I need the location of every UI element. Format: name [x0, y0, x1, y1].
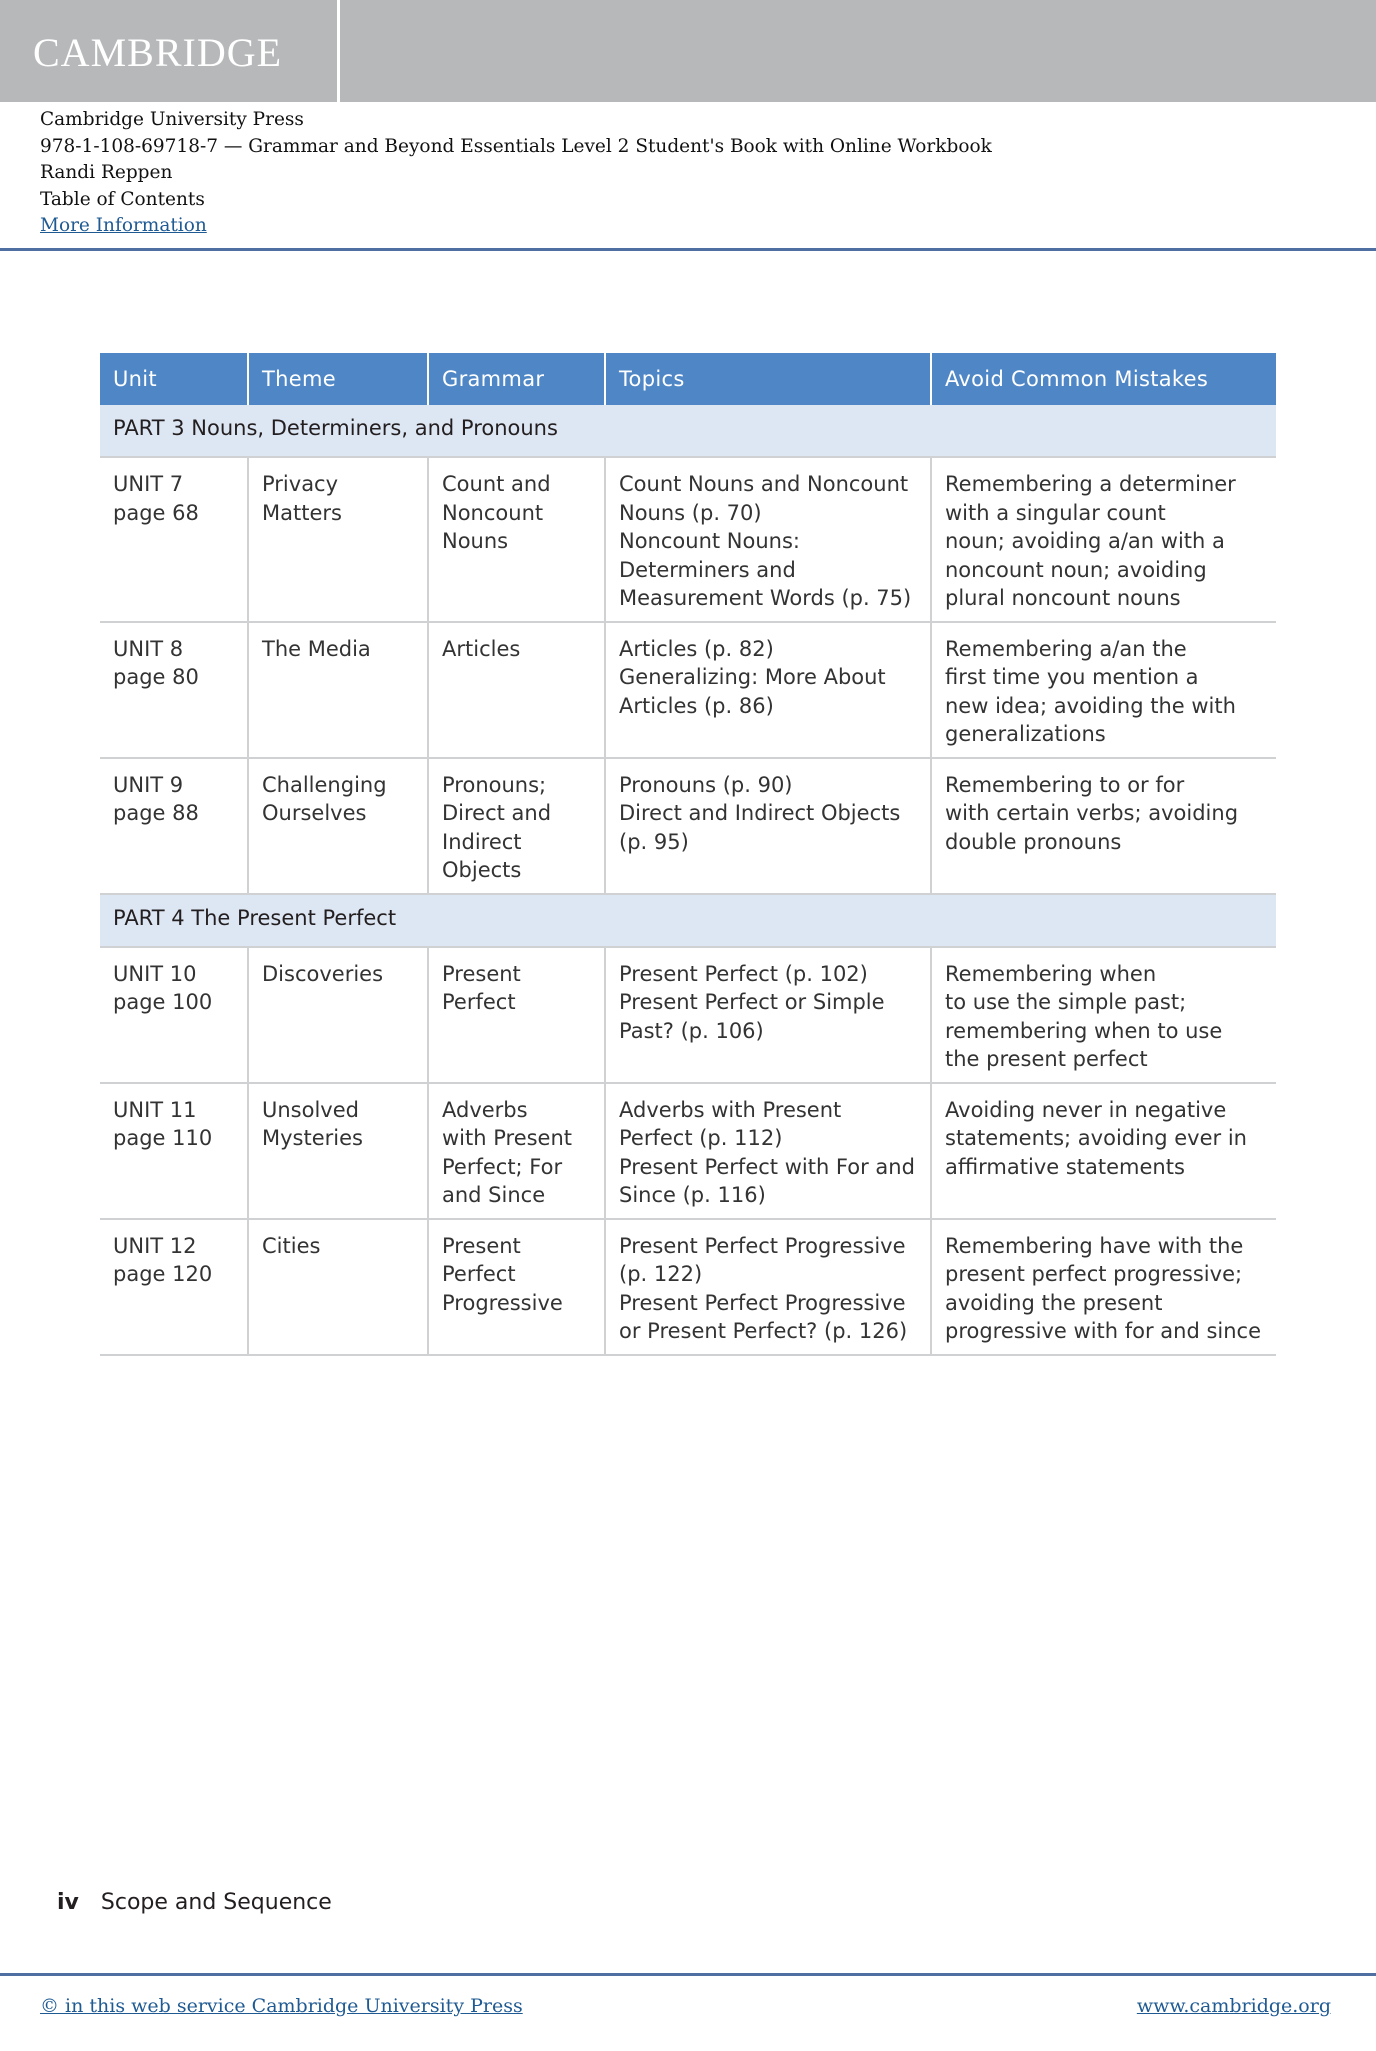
mistakes-line: Remembering a determiner: [945, 472, 1236, 496]
column-header-theme: Theme: [248, 353, 428, 405]
unit-line: UNIT 8: [113, 636, 184, 661]
mistakes-line: double pronouns: [945, 829, 1122, 854]
theme-line: Privacy: [262, 472, 339, 496]
table-row: [100, 947, 1276, 1083]
theme-cell: [248, 947, 428, 1083]
cambridge-logo[interactable]: [0, 0, 337, 102]
copyright-link[interactable]: © in this web service Cambridge University Press: [40, 1995, 523, 2017]
mistakes-line: Remembering have with the: [945, 1233, 1244, 1258]
section-name: Table of Contents: [40, 188, 205, 210]
mistakes-line: statements; avoiding ever in: [945, 1126, 1247, 1150]
grammar-line: Objects: [442, 858, 522, 882]
topics-line: Count Nouns and Noncount: [619, 472, 909, 496]
topics-line: Measurement Words (p. 75): [619, 586, 912, 610]
grammar-line: Indirect: [442, 829, 522, 854]
grammar-line: Nouns: [442, 529, 509, 553]
unit-line: UNIT 9: [113, 772, 184, 797]
topics-line: or Present Perfect? (p. 126): [619, 1319, 908, 1343]
grammar-cell: [428, 457, 605, 622]
page-number: iv: [57, 1890, 79, 1915]
grammar-line: Present: [442, 961, 521, 986]
mistakes-cell: [931, 947, 1276, 1083]
mistakes-cell: [931, 1219, 1276, 1355]
mistakes-line: with a singular count: [945, 500, 1166, 525]
theme-cell: [248, 758, 428, 894]
table-row: [100, 622, 1276, 758]
scope-sequence-table: [100, 353, 1276, 1356]
grammar-line: Articles: [442, 636, 521, 661]
table-row: [100, 457, 1276, 622]
theme-cell: [248, 1219, 428, 1355]
grammar-line: Direct and: [442, 801, 552, 825]
theme-line: Matters: [262, 500, 342, 525]
topics-line: Present Perfect Progressive: [619, 1290, 906, 1315]
unit-cell: [100, 622, 248, 758]
grammar-line: Pronouns;: [442, 772, 547, 797]
mistakes-line: avoiding the present: [945, 1290, 1163, 1315]
unit-line: page 120: [113, 1262, 213, 1286]
grammar-line: Present: [442, 1233, 521, 1258]
theme-cell: [248, 1083, 428, 1219]
grammar-line: Count and: [442, 472, 551, 496]
part-title: PART 3 Nouns, Determiners, and Pronouns: [100, 405, 1276, 457]
column-header-unit: Unit: [100, 353, 248, 405]
more-information-link[interactable]: More Information: [40, 215, 207, 236]
theme-line: Discoveries: [262, 961, 384, 986]
logo-text: CAMBRIDGE: [33, 30, 283, 75]
table-row: [100, 1083, 1276, 1219]
mistakes-line: affirmative statements: [945, 1154, 1185, 1179]
isbn-title: 978-1-108-69718-7 — Grammar and Beyond Essentials Level 2 Student's Book with Online Workbook: [40, 135, 992, 157]
topics-cell: [605, 758, 931, 894]
author-name: Randi Reppen: [40, 162, 173, 183]
unit-cell: [100, 758, 248, 894]
topics-line: Generalizing: More About: [619, 665, 886, 689]
grammar-line: Perfect: [442, 1262, 516, 1286]
mistakes-line: noncount noun; avoiding: [945, 557, 1207, 582]
part-header-row: [100, 405, 1276, 457]
mistakes-cell: [931, 1083, 1276, 1219]
grammar-line: Perfect; For: [442, 1154, 563, 1179]
topics-line: Past? (p. 106): [619, 1018, 764, 1043]
topics-line: (p. 122): [619, 1262, 703, 1286]
topics-cell: [605, 1219, 931, 1355]
unit-cell: [100, 947, 248, 1083]
topics-line: Noncount Nouns:: [619, 529, 800, 553]
table-body: [100, 405, 1276, 1355]
grammar-cell: [428, 1219, 605, 1355]
theme-line: Cities: [262, 1233, 321, 1258]
topics-line: Determiners and: [619, 557, 796, 582]
publisher-name: Cambridge University Press: [40, 109, 304, 130]
topics-line: Present Perfect with For and: [619, 1154, 915, 1179]
topics-line: Present Perfect (p. 102): [619, 961, 868, 986]
topics-line: Perfect (p. 112): [619, 1126, 783, 1150]
topics-cell: [605, 622, 931, 758]
book-metadata: [40, 107, 992, 240]
grammar-line: Progressive: [442, 1290, 563, 1315]
mistakes-line: Avoiding never in negative: [945, 1097, 1227, 1122]
part-title: PART 4 The Present Perfect: [100, 894, 1276, 947]
theme-cell: [248, 457, 428, 622]
unit-cell: [100, 1083, 248, 1219]
unit-line: page 80: [113, 665, 199, 689]
unit-line: UNIT 10: [113, 961, 197, 986]
topics-line: Nouns (p. 70): [619, 500, 762, 525]
topics-line: Articles (p. 82): [619, 636, 774, 661]
mistakes-line: progressive with for and since: [945, 1319, 1262, 1343]
topics-line: Adverbs with Present: [619, 1097, 842, 1122]
grammar-cell: [428, 622, 605, 758]
mistakes-line: generalizations: [945, 722, 1106, 746]
mistakes-cell: [931, 457, 1276, 622]
mistakes-line: new idea; avoiding the with: [945, 693, 1236, 718]
theme-line: Challenging: [262, 772, 387, 797]
mistakes-line: plural noncount nouns: [945, 586, 1181, 610]
table-row: [100, 758, 1276, 894]
unit-line: UNIT 12: [113, 1233, 197, 1258]
unit-line: UNIT 11: [113, 1097, 197, 1122]
table-row: [100, 1219, 1276, 1355]
unit-cell: [100, 1219, 248, 1355]
part-header-row: [100, 894, 1276, 947]
grammar-cell: [428, 758, 605, 894]
grammar-line: Perfect: [442, 990, 516, 1014]
website-link[interactable]: www.cambridge.org: [1136, 1995, 1331, 2017]
grammar-line: with Present: [442, 1126, 573, 1150]
unit-line: UNIT 7: [113, 472, 184, 496]
mistakes-cell: [931, 622, 1276, 758]
column-header-mistakes: Avoid Common Mistakes: [931, 353, 1276, 405]
mistakes-line: the present perfect: [945, 1047, 1148, 1071]
unit-line: page 88: [113, 801, 199, 825]
topics-cell: [605, 947, 931, 1083]
unit-cell: [100, 457, 248, 622]
unit-line: page 68: [113, 500, 199, 525]
grammar-cell: [428, 947, 605, 1083]
topics-cell: [605, 457, 931, 622]
mistakes-line: Remembering to or for: [945, 772, 1185, 797]
topics-cell: [605, 1083, 931, 1219]
topics-line: Pronouns (p. 90): [619, 772, 793, 797]
theme-cell: [248, 622, 428, 758]
column-header-grammar: Grammar: [428, 353, 605, 405]
unit-line: page 100: [113, 990, 213, 1014]
mistakes-line: noun; avoiding a/an with a: [945, 529, 1225, 553]
topics-line: (p. 95): [619, 829, 689, 854]
mistakes-line: first time you mention a: [945, 665, 1199, 689]
theme-line: Mysteries: [262, 1126, 363, 1150]
logo-divider: [337, 0, 340, 102]
topics-line: Since (p. 116): [619, 1183, 766, 1207]
grammar-cell: [428, 1083, 605, 1219]
footer-section-title: Scope and Sequence: [100, 1890, 332, 1915]
theme-line: Unsolved: [262, 1097, 359, 1122]
mistakes-line: present perfect progressive;: [945, 1262, 1243, 1286]
grammar-line: and Since: [442, 1183, 546, 1207]
mistakes-line: with certain verbs; avoiding: [945, 801, 1239, 825]
topics-line: Present Perfect Progressive: [619, 1233, 906, 1258]
page-footer-label: [57, 1890, 332, 1915]
header-bar: [0, 0, 1376, 102]
table-header-row: [100, 353, 1276, 405]
theme-line: Ourselves: [262, 801, 367, 825]
topics-line: Articles (p. 86): [619, 693, 774, 718]
mistakes-line: Remembering when: [945, 961, 1157, 986]
footer-divider: [0, 1973, 1376, 1976]
header-divider: [0, 248, 1376, 251]
mistakes-cell: [931, 758, 1276, 894]
grammar-line: Noncount: [442, 500, 544, 525]
theme-line: The Media: [262, 636, 371, 661]
grammar-line: Adverbs: [442, 1097, 528, 1122]
mistakes-line: to use the simple past;: [945, 990, 1187, 1014]
unit-line: page 110: [113, 1126, 213, 1150]
mistakes-line: remembering when to use: [945, 1018, 1223, 1043]
mistakes-line: Remembering a/an the: [945, 636, 1187, 661]
topics-line: Present Perfect or Simple: [619, 990, 885, 1014]
column-header-topics: Topics: [605, 353, 931, 405]
topics-line: Direct and Indirect Objects: [619, 801, 901, 825]
